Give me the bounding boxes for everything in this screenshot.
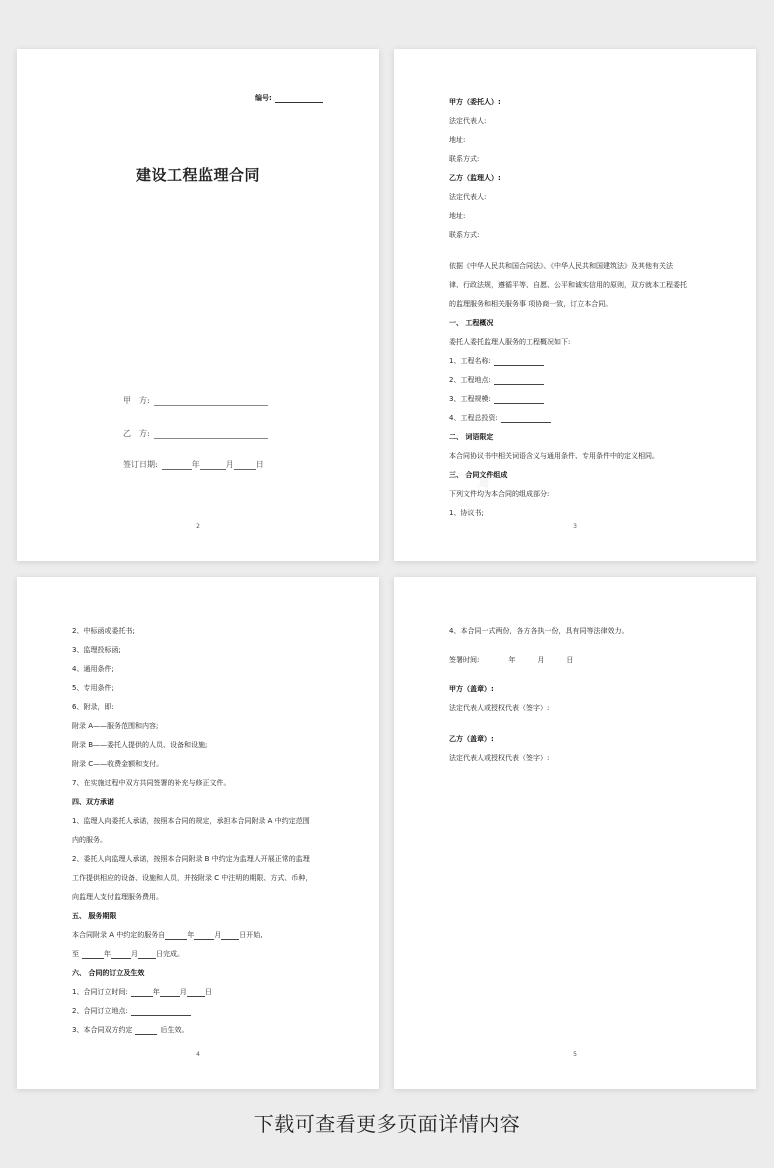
end-year-blank — [82, 950, 104, 959]
contract-number-blank — [275, 94, 323, 103]
party-info-list — [449, 93, 721, 245]
section-6-title: 六、 合同的订立及生效 — [72, 969, 145, 977]
section-4-p1-line-1: 1、监理人向委托人承诺，按照本合同的规定，承担本合同附录 A 中约定范围 — [72, 817, 310, 825]
contract-number-label: 编号: — [255, 94, 272, 102]
page-number: 4 — [196, 1051, 200, 1058]
party-info-line: 法定代表人: — [449, 193, 487, 201]
service-end-field — [72, 945, 344, 964]
contract-month-blank — [160, 988, 180, 997]
party-heading: 乙方（监理人）: — [449, 174, 501, 182]
service-start-label: 本合同附录 A 中约定的服务自 — [72, 931, 166, 939]
page-number: 5 — [573, 1051, 577, 1058]
party-info-line: 联系方式: — [449, 155, 480, 163]
page-number: 2 — [196, 523, 200, 530]
contract-date-field — [72, 983, 344, 1002]
document-list-item: 附录 A——服务范围和内容; — [72, 722, 159, 730]
page-body — [449, 622, 721, 768]
year-blank — [162, 461, 192, 470]
day-label: 日 — [204, 988, 212, 996]
document-list-item: 7、在实施过程中双方共同签署的补充与修正文件。 — [72, 779, 231, 787]
party-a-label: 甲 方: — [123, 396, 150, 405]
sign-time-label: 签署时间: — [449, 656, 480, 664]
spacer — [449, 245, 721, 257]
project-investment-label: 4、工程总投资: — [449, 414, 498, 422]
project-name-field — [449, 352, 721, 371]
contract-place-blank — [131, 1007, 191, 1016]
section-3-item-1: 1、协议书; — [449, 509, 484, 517]
project-scale-label: 3、工程规模: — [449, 395, 491, 403]
party-a-rep-label: 法定代表人或授权代表（签字）: — [449, 704, 550, 712]
party-heading: 甲方（委托人）: — [449, 98, 501, 106]
contract-year-blank — [131, 988, 153, 997]
month-blank — [200, 461, 226, 470]
section-3-intro: 下列文件均为本合同的组成部分: — [449, 490, 550, 498]
document-page-cover — [17, 49, 379, 561]
spacer — [449, 718, 721, 730]
document-list-item: 6、附录，即: — [72, 703, 114, 711]
project-name-label: 1、工程名称: — [449, 357, 491, 365]
party-b-label: 乙 方: — [123, 429, 150, 438]
effective-condition-blank — [135, 1026, 157, 1035]
section-4-title: 四、双方承诺 — [72, 798, 114, 806]
section-1-title: 一、 工程概况 — [449, 319, 494, 327]
section-5-title: 五、 服务期限 — [72, 912, 117, 920]
party-a-blank — [154, 396, 268, 406]
end-month-blank — [111, 950, 131, 959]
month-label: 月 — [179, 988, 187, 996]
intro-line-3: 的监理服务和相关服务事 项协商一致，订立本合同。 — [449, 300, 613, 308]
project-scale-blank — [494, 395, 544, 404]
party-a-seal-label: 甲方（盖章）: — [449, 685, 494, 693]
year-label: 年 — [104, 950, 111, 958]
party-info-line: 地址: — [449, 212, 466, 220]
document-page-4 — [17, 577, 379, 1089]
project-location-field — [449, 371, 721, 390]
document-list-item: 附录 C——收费金额和支付。 — [72, 760, 164, 768]
section-2-text: 本合同协议书中相关词语含义与通用条件、专用条件中的定义相同。 — [449, 452, 659, 460]
page-body — [72, 622, 344, 1040]
page-body — [449, 93, 721, 523]
party-b-rep-label: 法定代表人或授权代表（签字）: — [449, 754, 550, 762]
project-investment-field — [449, 409, 721, 428]
sign-date-label: 签订日期: — [123, 460, 158, 469]
end-suffix: 日完成。 — [156, 950, 184, 958]
contract-number-field — [255, 93, 323, 103]
download-more-caption: 下载可查看更多页面详情内容 — [253, 1112, 521, 1136]
section-2-title: 二、 词语限定 — [449, 433, 494, 441]
document-page-5 — [394, 577, 756, 1089]
document-list-item: 3、监理投标函; — [72, 646, 121, 654]
project-location-label: 2、工程地点: — [449, 376, 491, 384]
day-label: 日 — [566, 656, 574, 664]
intro-line-2: 律、行政法规，遵循平等、自愿、公平和诚实信用的原则，双方就本工程委托 — [449, 281, 687, 289]
day-blank — [234, 461, 256, 470]
party-b-blank — [154, 429, 268, 439]
contract-day-blank — [187, 988, 205, 997]
document-page-3 — [394, 49, 756, 561]
copies-clause: 4、本合同一式两份，各方各执一份，具有同等法律效力。 — [449, 627, 629, 635]
year-label: 年 — [152, 988, 160, 996]
month-label: 月 — [537, 656, 545, 664]
spacer — [449, 670, 721, 680]
document-list-item: 附录 B——委托人提供的人员、设备和设施; — [72, 741, 208, 749]
party-b-field — [123, 428, 268, 439]
page-number: 3 — [573, 523, 577, 530]
sign-date-field — [123, 459, 264, 470]
spacer — [449, 641, 721, 651]
contract-place-label: 2、合同订立地点: — [72, 1007, 128, 1015]
effective-suffix: 后生效。 — [160, 1026, 189, 1034]
project-investment-blank — [501, 414, 551, 423]
end-day-blank — [138, 950, 156, 959]
party-b-seal-label: 乙方（盖章）: — [449, 735, 494, 743]
year-label: 年 — [191, 460, 200, 469]
month-label: 月 — [131, 950, 138, 958]
effective-condition-field — [72, 1021, 344, 1040]
document-list-item: 2、中标函或委托书; — [72, 627, 135, 635]
party-a-field — [123, 395, 268, 406]
month-label: 月 — [225, 460, 234, 469]
start-month-blank — [194, 931, 214, 940]
contract-date-label: 1、合同订立时间: — [72, 988, 128, 996]
month-label: 月 — [214, 931, 222, 939]
service-end-label: 至 — [72, 950, 79, 958]
start-suffix: 日开始, — [239, 931, 263, 939]
document-list-item: 5、专用条件; — [72, 684, 114, 692]
contract-place-field — [72, 1002, 344, 1021]
project-scale-field — [449, 390, 721, 409]
section-3-title: 三、 合同文件组成 — [449, 471, 508, 479]
section-4-p1-line-2: 内的服务。 — [72, 836, 107, 844]
project-name-blank — [494, 357, 544, 366]
party-info-line: 联系方式: — [449, 231, 480, 239]
section-4-p2-line-1: 2、委托人向监理人承诺，按照本合同附录 B 中约定为监理人开展正常的监理 — [72, 855, 310, 863]
effective-condition-label: 3、本合同双方约定 — [72, 1026, 133, 1034]
service-start-field — [72, 926, 344, 945]
party-info-line: 地址: — [449, 136, 466, 144]
section-4-p2-line-2: 工作提供相应的设备、设施和人员，并按附录 C 中注明的期限、方式、币种， — [72, 874, 313, 882]
project-location-blank — [494, 376, 544, 385]
document-title: 建设工程监理合同 — [135, 166, 260, 184]
year-label: 年 — [187, 931, 195, 939]
intro-line-1: 依据《中华人民共和国合同法》、《中华人民共和国建筑法》及其他有关法 — [449, 262, 673, 270]
party-info-line: 法定代表人: — [449, 117, 487, 125]
start-day-blank — [221, 931, 239, 940]
section-1-intro: 委托人委托监理人服务的工程概况如下: — [449, 338, 571, 346]
document-list — [72, 622, 344, 793]
section-4-p2-line-3: 向监理人支付监理服务费用。 — [72, 893, 163, 901]
sign-time-field — [449, 651, 721, 670]
day-label: 日 — [255, 460, 264, 469]
document-list-item: 4、通用条件; — [72, 665, 114, 673]
year-label: 年 — [508, 656, 516, 664]
start-year-blank — [165, 931, 187, 940]
